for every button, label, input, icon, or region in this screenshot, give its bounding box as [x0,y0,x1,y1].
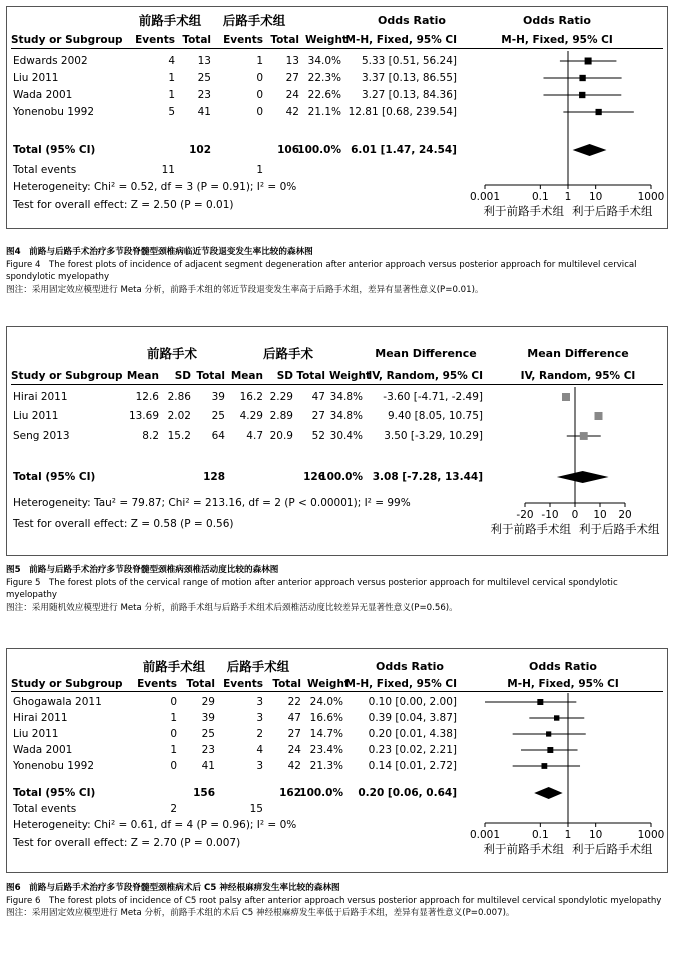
plot-header: Odds Ratio [523,14,591,27]
weight: 21.1% [307,106,341,118]
header-rule [11,691,663,692]
total-label: Total (95% CI) [13,144,96,156]
events-2: 2 [256,728,263,740]
group-header-1: 前路手术 [146,346,197,361]
weight: 34.0% [307,55,341,67]
total-ci: 0.20 [0.06, 0.64] [358,787,457,799]
x-tick-label: 10 [588,829,603,841]
total-1: 128 [203,471,225,483]
study-point [579,75,585,81]
sd-2: 20.9 [269,430,293,442]
plot-header: Mean Difference [527,347,629,360]
effect-header: Odds Ratio [376,660,444,673]
total-2: 106 [277,144,299,156]
col-plot: IV, Random, 95% CI [520,370,636,382]
x-tick-label: 0.001 [469,191,501,203]
weight: 16.6% [309,712,343,724]
x-tick-label: 0.1 [531,191,549,203]
events-1: 4 [168,55,175,67]
study-point [562,393,570,401]
ci-text: -3.60 [-4.71, -2.49] [383,391,483,403]
total-label: Total (95% CI) [13,471,96,483]
mean-2: 16.2 [239,391,263,403]
ci-text: 5.33 [0.51, 56.24] [361,55,457,67]
ci-text: 0.14 [0.01, 2.72] [368,760,457,772]
events-1: 0 [170,760,177,772]
study-name: Hirai 2011 [13,391,68,403]
total-2: 27 [285,72,299,84]
overall-effect-text: Test for overall effect: Z = 2.70 (P = 0.007) [13,837,241,849]
effect-header: Mean Difference [375,347,477,360]
weight: 22.6% [307,89,341,101]
col-total-2: Total [272,678,301,690]
total-label: Total (95% CI) [13,787,96,799]
weight: 34.8% [329,391,363,403]
total-1: 64 [211,430,225,442]
total-1: 39 [201,712,215,724]
weight: 34.8% [329,410,363,422]
total-2: 47 [311,391,325,403]
favours-left-label: 利于前路手术组 [490,522,571,536]
total-1: 25 [197,72,211,84]
forest-plot [469,51,665,223]
study-point [537,699,543,705]
study-name: Liu 2011 [13,72,59,84]
ci-text: 0.10 [0.00, 2.00] [368,696,457,708]
col-total-1: Total [186,678,215,690]
total-2: 42 [287,760,301,772]
total-2: 24 [287,744,301,756]
col-mean-2: Mean [230,370,263,382]
group-header-2: 后路手术组 [226,659,290,674]
study-point [579,92,585,98]
study-name: Ghogawala 2011 [13,696,102,708]
caption-note: 图注：采用随机效应模型进行 Meta 分析，前路手术组与后路手术组术后颈椎活动度比较差异无显著性意义(P=0.56)。 [6,602,458,613]
col-study: Study or Subgroup [11,370,123,382]
forest-plot [469,693,665,865]
events-2: 3 [256,712,263,724]
col-total-2: Total [296,370,325,382]
favours-right-label: 利于后路手术组 [572,842,653,856]
favours-right-label: 利于后路手术组 [579,522,660,536]
weight: 30.4% [329,430,363,442]
x-tick-label: 10 [593,509,607,521]
figure5-caption [6,564,668,614]
col-weight: Weight [305,34,347,46]
study-name: Wada 2001 [13,744,73,756]
total-2: 42 [285,106,299,118]
events-2: 3 [256,696,263,708]
study-point [546,731,551,736]
x-tick-label: 1000 [637,829,665,841]
events-1: 0 [170,696,177,708]
favours-left-label: 利于前路手术组 [483,842,564,856]
col-ci: M-H, Fixed, 95% CI [345,678,457,690]
total-2: 13 [285,55,299,67]
total-1: 13 [197,55,211,67]
pooled-diamond [557,471,609,483]
caption-english: Figure 6 The forest plots of incidence of C5 root palsy after anterior approach versus posterior approach for multilevel cervical spondylotic myelopathy [6,895,662,906]
heterogeneity-text: Heterogeneity: Chi² = 0.61, df = 4 (P = 0.96); I² = 0% [13,819,297,831]
events-label: Total events [13,164,77,176]
col-sd-1: SD [174,370,191,382]
total-2: 162 [279,787,301,799]
x-tick-label: 1 [564,829,572,841]
sd-2: 2.89 [269,410,293,422]
study-name: Liu 2011 [13,410,59,422]
total-1: 41 [201,760,215,772]
overall-effect-text: Test for overall effect: Z = 2.50 (P = 0.01) [13,199,234,211]
total-2: 126 [303,471,325,483]
total-1: 156 [193,787,215,799]
col-events-1: Events [135,34,175,46]
total-1: 25 [211,410,225,422]
effect-header: Odds Ratio [378,14,446,27]
figure4-caption [6,246,668,296]
total-weight: 100.0% [297,144,341,156]
heterogeneity-text: Heterogeneity: Tau² = 79.87; Chi² = 213.16, df = 2 (P < 0.00001); I² = 99% [13,497,411,509]
weight: 24.0% [309,696,343,708]
events-label: Total events [13,803,77,815]
weight: 21.3% [309,760,343,772]
group-header-1: 前路手术组 [138,13,202,28]
ci-text: 0.23 [0.02, 2.21] [368,744,457,756]
study-point [541,763,547,769]
caption-english: Figure 5 The forest plots of the cervical range of motion after anterior approach versus posterior approach for multilevel cervical spondylotic myelopathy [6,577,618,600]
events-1: 5 [168,106,175,118]
study-point [595,412,603,420]
sd-1: 2.86 [167,391,191,403]
study-name: Liu 2011 [13,728,59,740]
events-1: 1 [168,89,175,101]
x-tick-label: -10 [541,509,559,521]
mean-1: 13.69 [128,410,159,422]
total-1: 23 [201,744,215,756]
events-2: 1 [256,55,263,67]
events-2: 4 [256,744,263,756]
weight: 23.4% [309,744,343,756]
total-weight: 100.0% [299,787,343,799]
caption-english: Figure 4 The forest plots of incidence of adjacent segment degeneration after anterior approach versus posterior approach for multilevel cervical spondylotic myelopathy [6,259,637,282]
weight: 22.3% [307,72,341,84]
events-2: 3 [256,760,263,772]
header-rule [11,48,663,49]
events-1: 0 [170,728,177,740]
col-total-2: Total [270,34,299,46]
total-2: 27 [311,410,325,422]
total-1: 23 [197,89,211,101]
sd-2: 2.29 [269,391,293,403]
total-2: 24 [285,89,299,101]
study-name: Hirai 2011 [13,712,68,724]
events-2: 0 [256,72,263,84]
weight: 14.7% [309,728,343,740]
x-tick-label: -20 [516,509,534,521]
header-rule [11,384,663,385]
total-1: 29 [201,696,215,708]
figure5-panel [6,326,668,556]
events-total-2: 15 [249,803,263,815]
caption-note: 图注：采用固定效应模型进行 Meta 分析，前路手术组的术后 C5 神经根麻痹发生率低于后路手术组，差异有显著性意义(P=0.007)。 [6,908,515,918]
total-ci: 6.01 [1.47, 24.54] [351,144,457,156]
col-events-2: Events [223,678,263,690]
ci-text: 3.37 [0.13, 86.55] [361,72,457,84]
pooled-diamond [534,787,562,799]
study-name: Yonenobu 1992 [13,760,95,772]
col-sd-2: SD [276,370,293,382]
events-1: 1 [168,72,175,84]
mean-2: 4.29 [239,410,263,422]
col-study: Study or Subgroup [11,34,123,46]
study-name: Edwards 2002 [13,55,88,67]
total-weight: 100.0% [319,471,363,483]
sd-1: 2.02 [167,410,191,422]
caption-note: 图注：采用固定效应模型进行 Meta 分析，前路手术组的邻近节段退变发生率高于后路手术组，差异有显著性意义(P=0.01)。 [6,284,484,295]
study-point [596,109,602,115]
study-point [580,432,588,440]
group-header-2: 后路手术 [262,346,313,361]
x-tick-label: 1000 [637,191,665,203]
group-header-1: 前路手术组 [142,659,206,674]
favours-left-label: 利于前路手术组 [483,204,564,218]
overall-effect-text: Test for overall effect: Z = 0.58 (P = 0.56) [13,518,234,530]
forest-plot [491,387,661,549]
ci-text: 12.81 [0.68, 239.54] [348,106,457,118]
x-tick-label: 0.1 [531,829,549,841]
events-total-1: 11 [161,164,175,176]
sd-1: 15.2 [167,430,191,442]
figure6-caption [6,882,668,920]
col-total-1: Total [196,370,225,382]
events-1: 1 [170,712,177,724]
col-weight: Weight [329,370,371,382]
mean-1: 12.6 [135,391,159,403]
x-tick-label: 0 [571,509,579,521]
caption-title-zh: 图5 前路与后路手术治疗多节段脊髓型颈椎病颈椎活动度比较的森林图 [6,565,279,575]
total-ci: 3.08 [-7.28, 13.44] [372,471,483,483]
pooled-diamond [573,144,607,156]
events-total-2: 1 [256,164,263,176]
col-events-1: Events [137,678,177,690]
col-ci: IV, Random, 95% CI [368,370,483,382]
mean-2: 4.7 [246,430,263,442]
x-tick-label: 10 [588,191,603,203]
study-name: Wada 2001 [13,89,73,101]
total-1: 25 [201,728,215,740]
group-header-2: 后路手术组 [222,13,286,28]
study-point [585,58,592,65]
ci-text: 0.39 [0.04, 3.87] [368,712,457,724]
total-1: 41 [197,106,211,118]
col-weight: Weight [307,678,349,690]
events-2: 0 [256,106,263,118]
figure6-panel [6,648,668,873]
total-1: 39 [211,391,225,403]
caption-title-zh: 图6 前路与后路手术治疗多节段脊髓型颈椎病术后 C5 神经根麻痹发生率比较的森林图 [6,883,340,893]
ci-text: 9.40 [8.05, 10.75] [387,410,483,422]
ci-text: 3.27 [0.13, 84.36] [361,89,457,101]
figure4-panel [6,6,668,229]
x-tick-label: 0.001 [469,829,501,841]
events-1: 1 [170,744,177,756]
col-mean-1: Mean [126,370,159,382]
total-2: 47 [287,712,301,724]
heterogeneity-text: Heterogeneity: Chi² = 0.52, df = 3 (P = 0.91); I² = 0% [13,181,297,193]
ci-text: 3.50 [-3.29, 10.29] [384,430,483,442]
col-plot: M-H, Fixed, 95% CI [507,678,619,690]
study-name: Yonenobu 1992 [13,106,95,118]
caption-title-zh: 图4 前路与后路手术治疗多节段脊髓型颈椎病临近节段退变发生率比较的森林图 [6,247,313,257]
favours-right-label: 利于后路手术组 [572,204,653,218]
col-ci: M-H, Fixed, 95% CI [345,34,457,46]
col-events-2: Events [223,34,263,46]
plot-header: Odds Ratio [529,660,597,673]
x-tick-label: 20 [618,509,632,521]
total-2: 52 [311,430,325,442]
study-name: Seng 2013 [13,430,70,442]
study-point [554,715,559,720]
study-point [547,747,553,753]
ci-text: 0.20 [0.01, 4.38] [368,728,457,740]
col-total-1: Total [182,34,211,46]
events-2: 0 [256,89,263,101]
col-study: Study or Subgroup [11,678,123,690]
col-plot: M-H, Fixed, 95% CI [501,34,613,46]
x-tick-label: 1 [564,191,572,203]
total-1: 102 [189,144,211,156]
total-2: 27 [287,728,301,740]
mean-1: 8.2 [142,430,159,442]
events-total-1: 2 [170,803,177,815]
total-2: 22 [287,696,301,708]
